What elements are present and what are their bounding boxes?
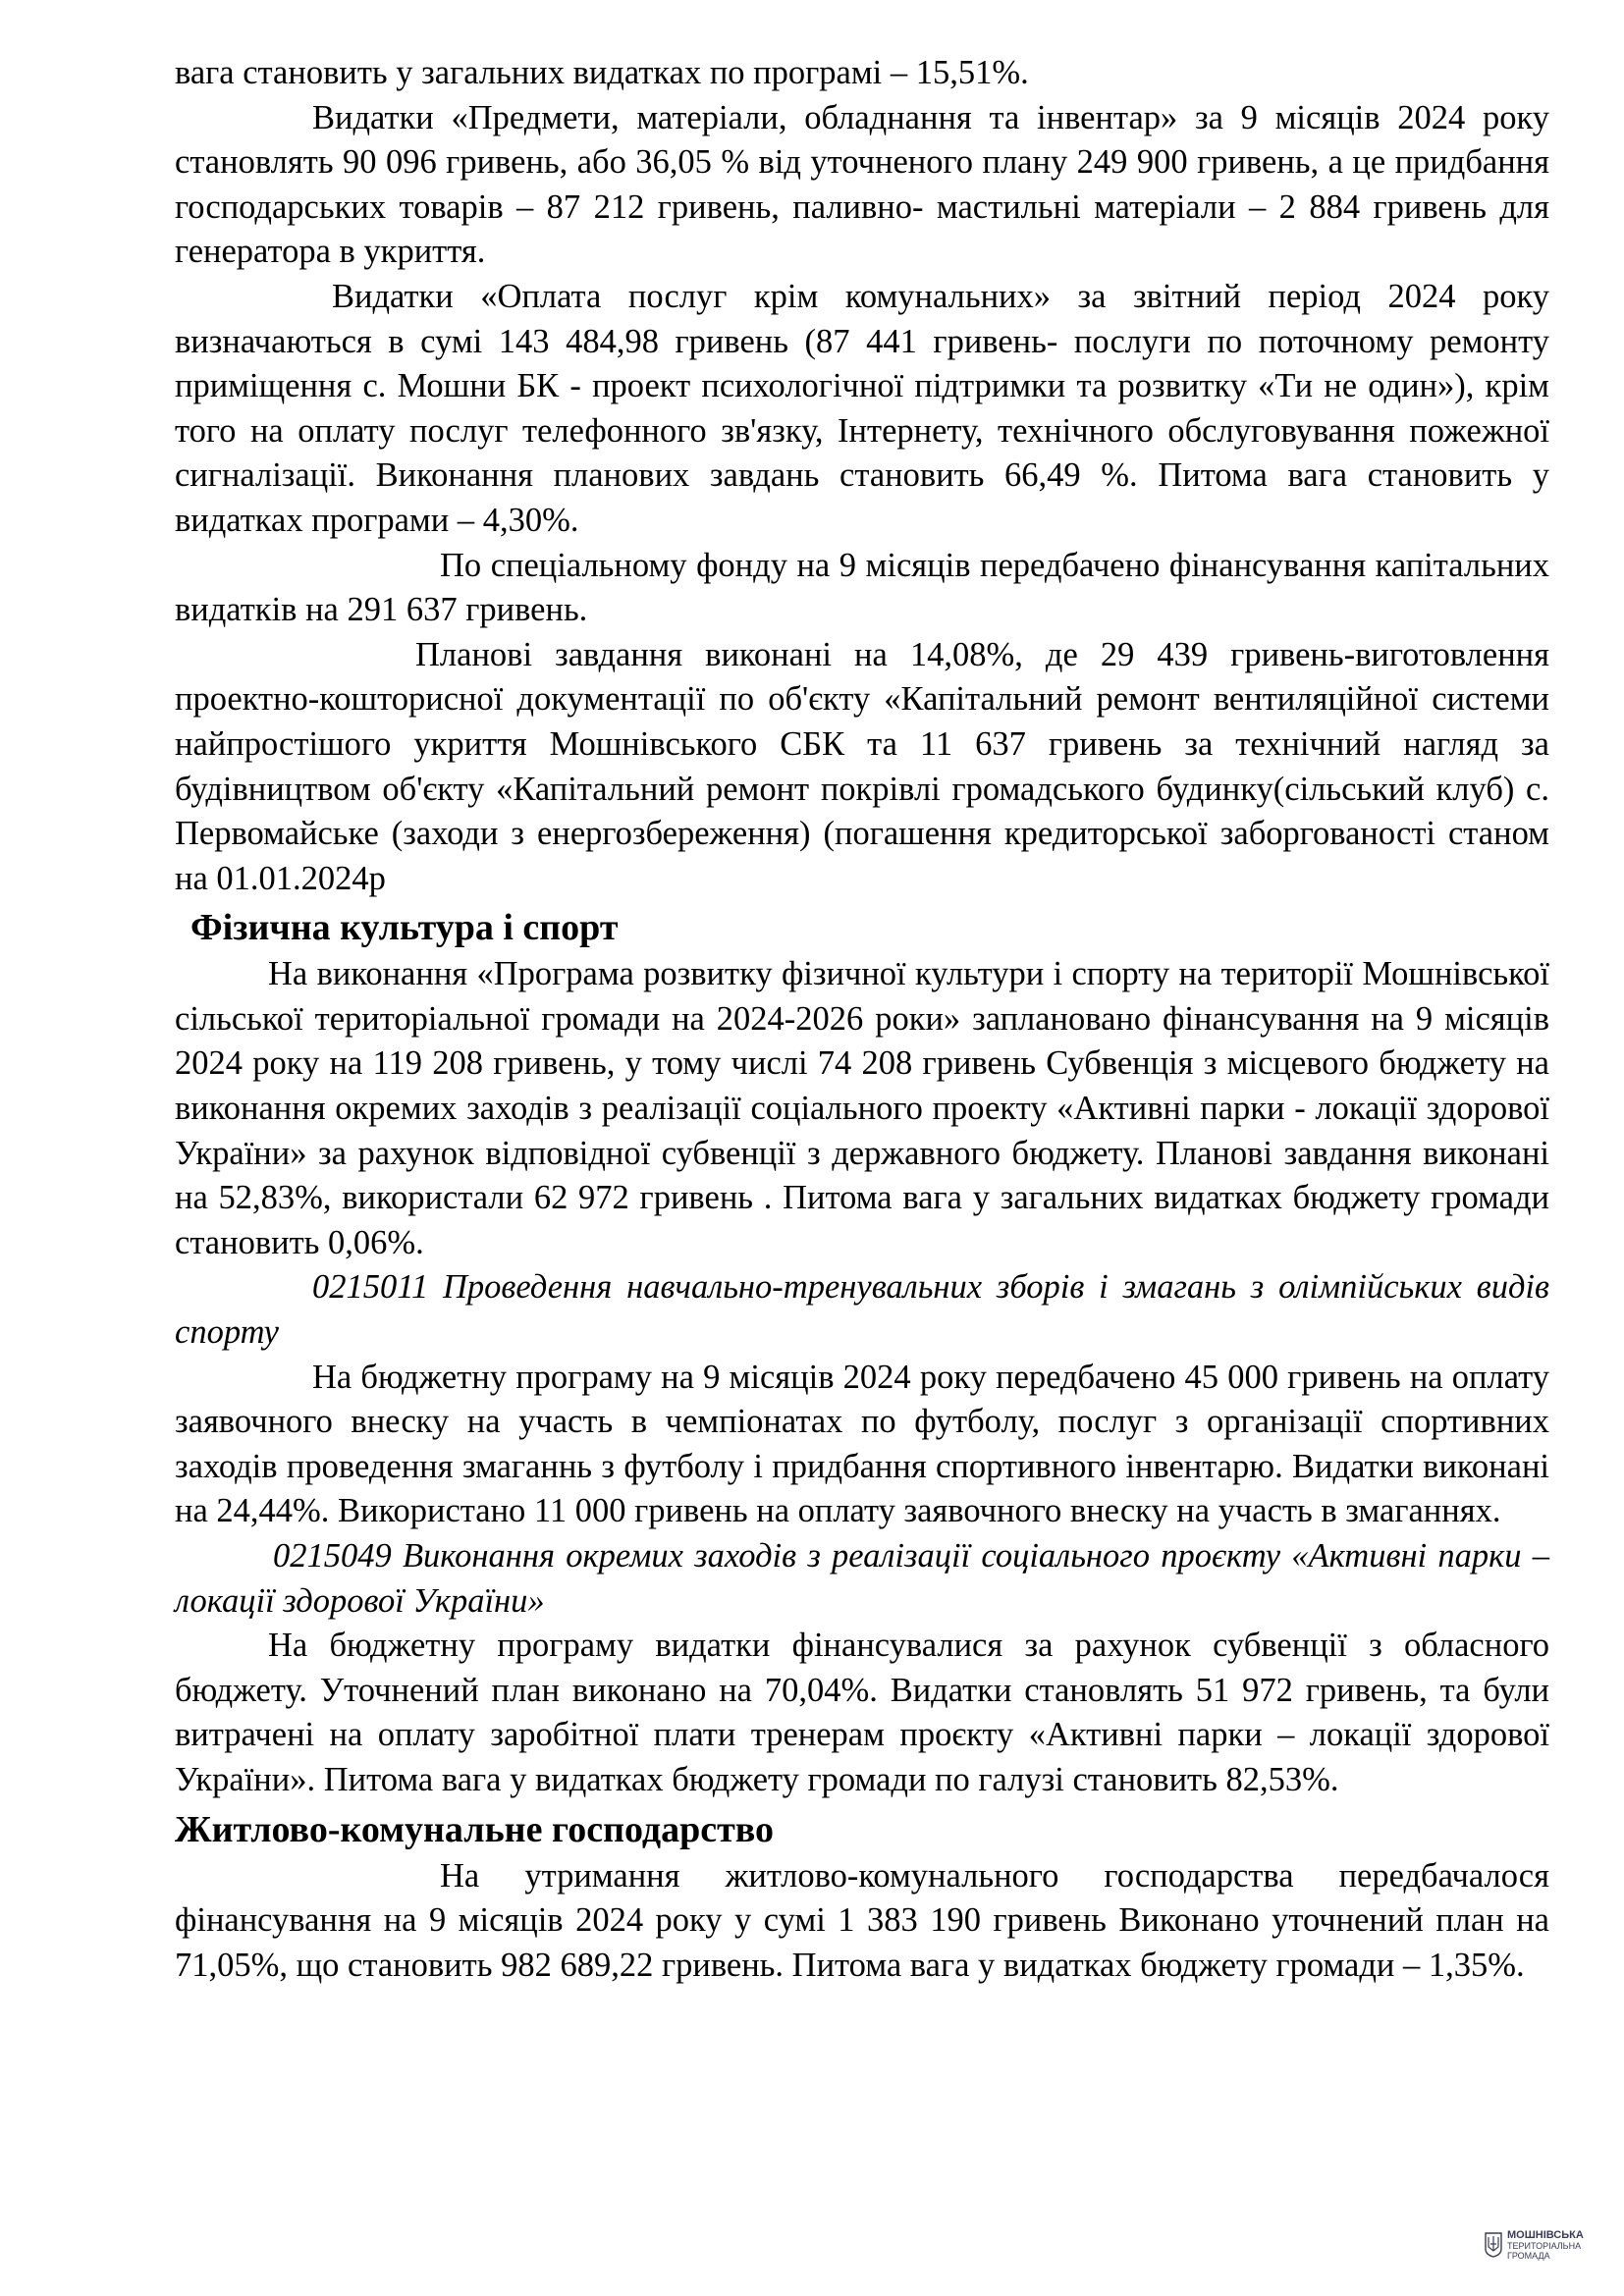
section-heading-housing: Житлово-комунальне господарство: [175, 1808, 775, 1850]
paragraph: По спеціальному фонду на 9 місяців передбачено фінансування капітальних видатків на 291 637 гривень.: [175, 546, 1549, 629]
paragraph: Видатки «Предмети, матеріали, обладнання та інвентар» за 9 місяців 2024 року становлять 90 096 гривень, або 36,05 % від уточненого плану 249 900 гривень, а це придбання господарських товарів – 87 212 гривень, паливно- мастильні матеріали – 2 884 гривень для генератора в укриття.: [175, 98, 1549, 271]
document-page: [175, 51, 1549, 1988]
paragraph: вага становить у загальних видатках по програмі – 15,51%.: [175, 54, 1029, 91]
section-heading-sport: Фізична культура і спорт: [190, 907, 619, 949]
paragraph: Видатки «Оплата послуг крім комунальних» за звітний період 2024 року визначаються в сумі 143 484,98 гривень (87 441 гривень- послуги по поточному ремонту приміщення с. Мошни БК - проект психологічної підтримки та розвитку «Ти не один»), крім того на оплату послуг телефонного зв'язку, Інтернету, технічного обслуговування пожежної сигналізації. Виконання планових завдань становить 66,49 %. Питома вага становить у видатках програми – 4,30%.: [175, 277, 1549, 539]
paragraph: На бюджетну програму видатки фінансувалися за рахунок субвенції з обласного бюджету. Уточнений план виконано на 70,04%. Видатки становлять 51 972 гривень, та були витрачені на оплату заробітної плати тренерам проєкту «Активні парки – локації здорової України». Питома вага у видатках бюджету громади по галузі становить 82,53%.: [175, 1627, 1549, 1798]
paragraph: Планові завдання виконані на 14,08%, де 29 439 гривень-виготовлення проектно-кошторисної документації по об'єкту «Капітальний ремонт вентиляційної системи найпростішого укриття Мошнівського СБК та 11 637 гривень за технічний нагляд за будівництвом об'єкту «Капітальний ремонт покрівлі громадського будинку(сільський клуб) с. Первомайське (заходи з енергозбереження) (погашення кредиторської заборгованості станом на 01.01.2024р: [175, 635, 1549, 897]
program-subheading: 0215011 Проведення навчально-тренувальних зборів і змагань з олімпійських видів спорту: [175, 1268, 1549, 1352]
paragraph: На виконання «Програма розвитку фізичної культури і спорту на території Мошнівської сільської територіальної громади на 2024-2026 роки» заплановано фінансування на 9 місяців 2024 року на 119 208 гривень, у тому числі 74 208 гривень Субвенція з місцевого бюджету на виконання окремих заходів з реалізації соціального проекту «Активні парки - локації здорової України» за рахунок відповідної субвенції з державного бюджету. Планові завдання виконані на 52,83%, використали 62 972 гривень . Питома вага у загальних видатках бюджету громади становить 0,06%.: [175, 955, 1549, 1261]
community-logo-watermark: [1485, 2229, 1584, 2261]
program-subheading: 0215049 Виконання окремих заходів з реалізації соціального проєкту «Активні парки – локації здорової України»: [175, 1537, 1549, 1620]
paragraph: На бюджетну програму на 9 місяців 2024 року передбачено 45 000 гривень на оплату заявочного внеску на участь в чемпіонатах по футболу, послуг з організації спортивних заходів проведення змаганнь з футболу і придбання спортивного інвентарю. Видатки виконані на 24,44%. Використано 11 000 гривень на оплату заявочного внеску на участь в змаганнях.: [175, 1358, 1549, 1530]
paragraph: На утримання житлово-комунального господарства передбачалося фінансування на 9 місяців 2024 року у сумі 1 383 190 гривень Виконано уточнений план на 71,05%, що становить 982 689,22 гривень. Питома вага у видатках бюджету громади – 1,35%.: [175, 1856, 1549, 1984]
trident-emblem-icon: [1485, 2232, 1502, 2258]
logo-text: МОШНІВСЬКА ТЕРИТОРІАЛЬНА ГРОМАДА: [1507, 2229, 1584, 2261]
